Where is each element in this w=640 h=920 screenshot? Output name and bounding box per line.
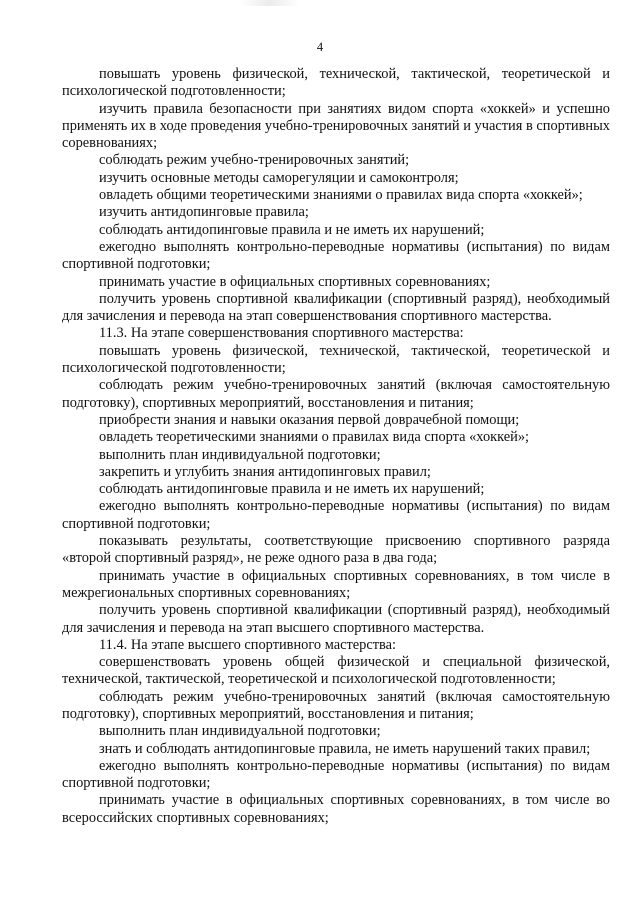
- paragraph: соблюдать режим учебно-тренировочных занятий (включая самостоятельную подготовку), спортивных мероприятий, восстановления и питания;: [62, 377, 610, 411]
- paragraph: ежегодно выполнять контрольно-переводные нормативы (испытания) по видам спортивной подготовки;: [62, 238, 610, 273]
- paragraph: совершенствовать уровень общей физической и специальной физической, технической, тактической, теоретической и психологической подготовленности;: [62, 654, 610, 688]
- paragraph: соблюдать режим учебно-тренировочных занятий (включая самостоятельную подготовку), спортивных мероприятий, восстановления и питания;: [62, 688, 610, 722]
- paragraph: принимать участие в официальных спортивных соревнованиях, в том числе в межрегиональных спортивных соревнованиях;: [62, 567, 610, 601]
- section-heading: 11.4. На этапе высшего спортивного мастерства:: [99, 636, 397, 653]
- paragraph: ежегодно выполнять контрольно-переводные нормативы (испытания) по видам спортивной подготовки;: [62, 498, 610, 532]
- paragraph: изучить антидопинговые правила;: [99, 204, 309, 221]
- paragraph: показывать результаты, соответствующие присвоению спортивного разряда «второй спортивный разряд», не реже одного раза в два года;: [62, 533, 610, 567]
- paragraph: принимать участие в официальных спортивных соревнованиях;: [99, 273, 491, 290]
- paragraph: овладеть теоретическими знаниями о правилах вида спорта «хоккей»;: [99, 429, 530, 446]
- paragraph: изучить правила безопасности при занятиях видом спорта «хоккей» и успешно применять их в ходе проведения учебно-тренировочных занятий и участия в спортивных соревнованиях;: [62, 100, 610, 152]
- section-heading: 11.3. На этапе совершенствования спортивного мастерства:: [99, 325, 464, 342]
- paragraph: принимать участие в официальных спортивных соревнованиях, в том числе во всероссийских спортивных соревнованиях;: [62, 792, 610, 826]
- paragraph: выполнить план индивидуальной подготовки;: [99, 723, 381, 740]
- paragraph: получить уровень спортивной квалификации (спортивный разряд), необходимый для зачисления и перевода на этап совершенствования спортивного мастерства.: [62, 290, 610, 325]
- paragraph: знать и соблюдать антидопинговые правила, не иметь нарушений таких правил;: [99, 740, 591, 757]
- paragraph: ежегодно выполнять контрольно-переводные нормативы (испытания) по видам спортивной подготовки;: [62, 757, 610, 792]
- paragraph: повышать уровень физической, технической, тактической, теоретической и психологической подготовленности;: [62, 66, 610, 100]
- paragraph: овладеть общими теоретическими знаниями о правилах вида спорта «хоккей»;: [99, 187, 583, 204]
- paragraph: получить уровень спортивной квалификации (спортивный разряд), необходимый для зачисления и перевода на этап высшего спортивного мастерства.: [62, 602, 610, 636]
- paragraph: соблюдать антидопинговые правила и не иметь их нарушений;: [99, 221, 485, 238]
- paragraph: выполнить план индивидуальной подготовки;: [99, 446, 381, 463]
- paragraph: соблюдать антидопинговые правила и не иметь их нарушений;: [99, 481, 485, 498]
- paragraph: приобрести знания и навыки оказания первой доврачебной помощи;: [99, 411, 520, 428]
- document-body: [62, 66, 610, 827]
- scan-smudge: [240, 0, 300, 6]
- paragraph: соблюдать режим учебно-тренировочных занятий;: [99, 152, 410, 169]
- page-number: 4: [316, 40, 324, 54]
- paragraph: изучить основные методы саморегуляции и самоконтроля;: [99, 169, 459, 186]
- paragraph: закрепить и углубить знания антидопинговых правил;: [99, 463, 431, 480]
- paragraph: повышать уровень физической, технической, тактической, теоретической и психологической подготовленности;: [62, 342, 610, 377]
